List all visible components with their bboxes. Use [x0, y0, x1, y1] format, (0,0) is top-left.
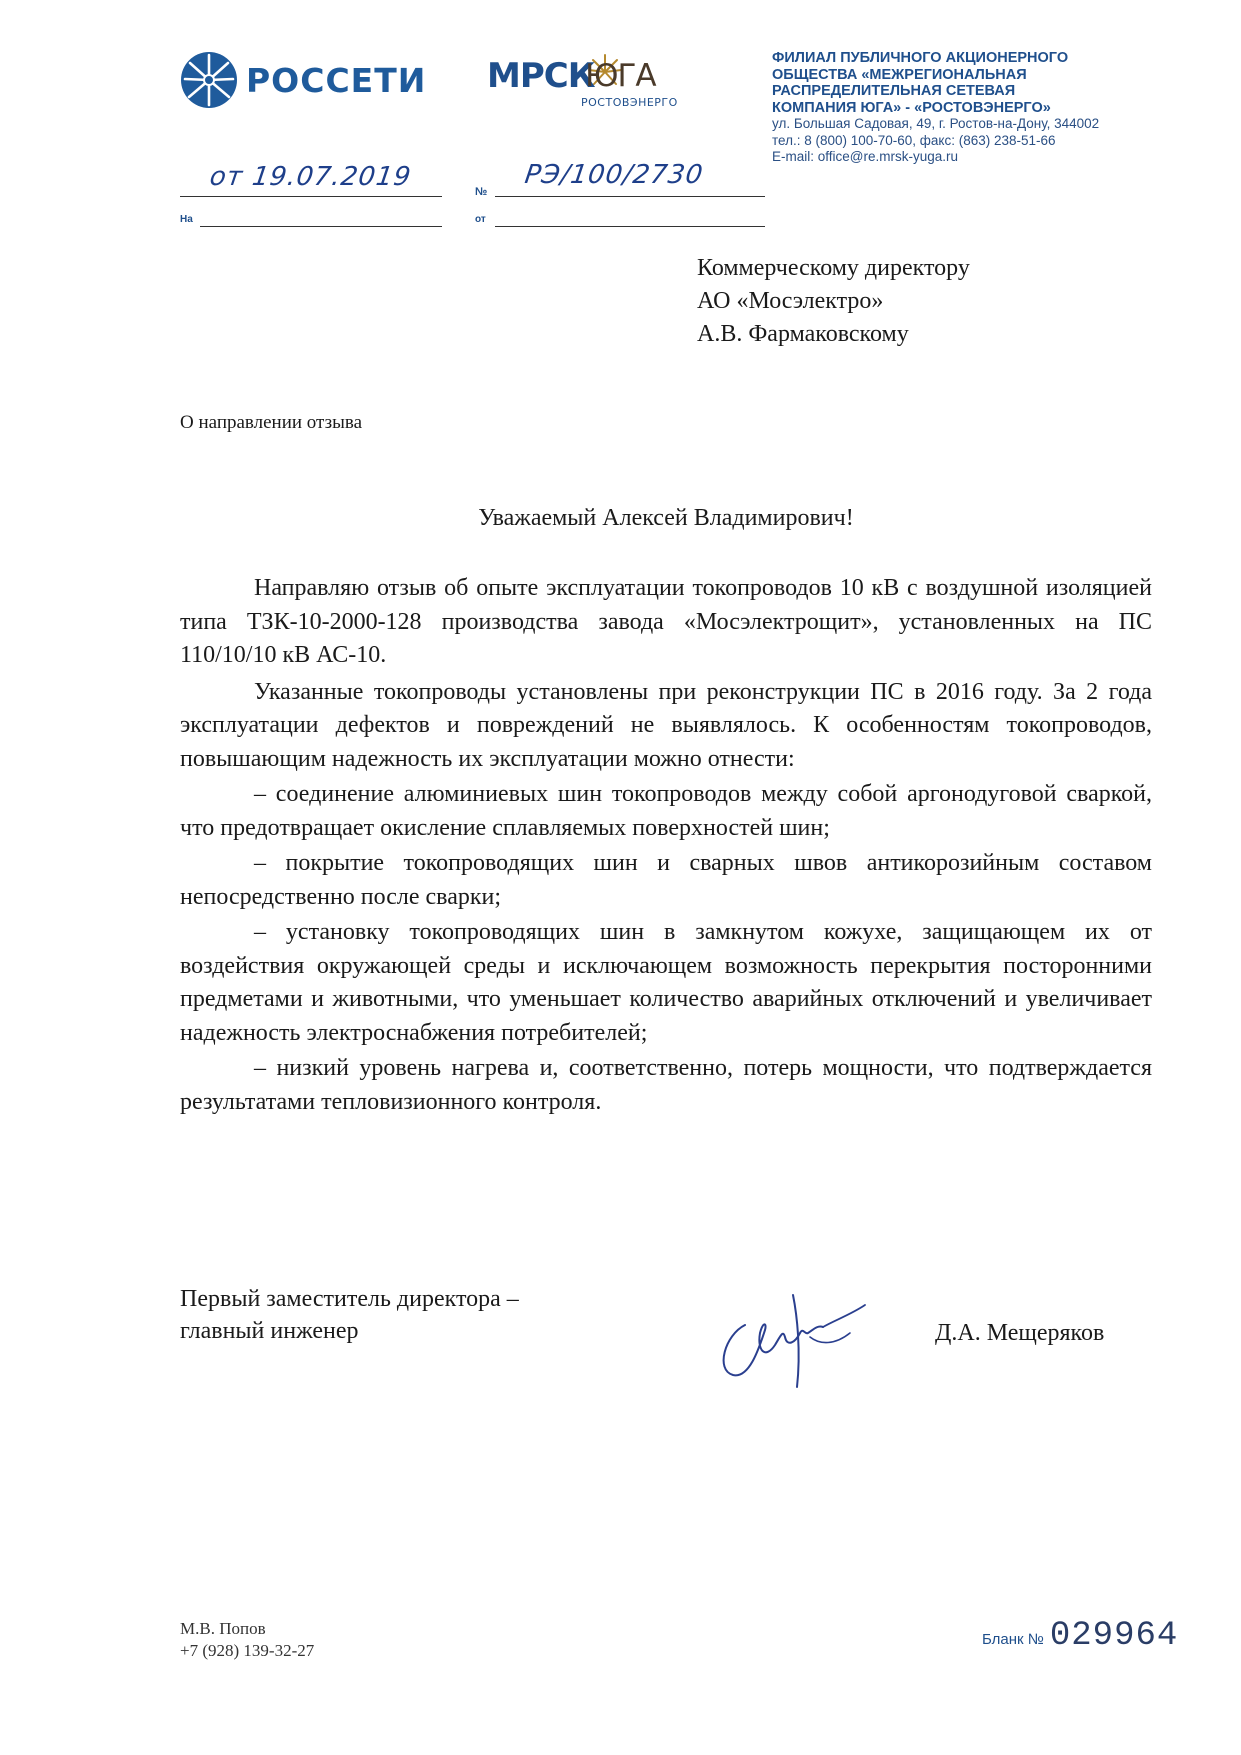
mrsk-yuga-logo [487, 56, 678, 116]
company-email: E-mail: office@re.mrsk-yuga.ru [772, 149, 959, 164]
from-label: от [475, 214, 486, 225]
date-handwritten: от 19.07.2019 [207, 162, 414, 192]
from-line [495, 226, 765, 227]
number-label: № [475, 186, 488, 198]
addressee-position: Коммерческому директору [697, 255, 970, 281]
body-bullet-heating: – низкий уровень нагрева и, соответственно, потерь мощности, что подтверждается результатами тепловизионного контроля. [180, 1055, 1152, 1115]
signatory-title-line1: Первый заместитель директора – [180, 1286, 519, 1312]
blank-label: Бланк № [982, 1631, 1044, 1648]
rosseti-emblem-icon [180, 51, 238, 109]
addressee-company: АО «Мосэлектро» [697, 288, 884, 314]
to-line [200, 226, 442, 227]
greeting: Уважаемый Алексей Владимирович! [478, 505, 854, 531]
body-paragraph-intro: Направляю отзыв об опыте эксплуатации токопроводов 10 кВ с воздушной изоляцией типа ТЗК-10-2000-128 производства завода «Мосэлектрощит», установленных на ПС 110/10/10 кВ АС-10. [180, 575, 1152, 668]
mrsk-wordmark: МРСК [487, 56, 595, 96]
executor-name: М.В. Попов [180, 1619, 266, 1638]
signatory-title [180, 1283, 519, 1347]
company-address: ул. Большая Садовая, 49, г. Ростов-на-Дону, 344002 [772, 116, 1100, 131]
number-handwritten: РЭ/100/2730 [522, 160, 706, 190]
body-bullet-welding: – соединение алюминиевых шин токопроводов между собой аргонодуговой сваркой, что предотвращает окисление сплавляемых поверхностей шин; [180, 781, 1152, 841]
executor-block [180, 1618, 314, 1662]
body-bullet-coating: – покрытие токопроводящих шин и сварных швов антикорозийным составом непосредственно после сварки; [180, 850, 1152, 910]
company-phone: тел.: 8 (800) 100-70-60, факс: (863) 238-51-66 [772, 132, 1056, 148]
blank-number: 029964 [1049, 1617, 1179, 1655]
signatory-title-line2: главный инженер [180, 1318, 359, 1344]
company-requisites [772, 50, 1192, 166]
number-line [495, 196, 765, 197]
body-bullet-enclosure: – установку токопроводящих шин в замкнутом кожухе, защищающем их от воздействия окружающей среды и исключающем возможность перекрытия посторонними предметами и животными, что уменьшает количество аварийных отключений и увеличивает надежность электроснабжения потребителей; [180, 919, 1152, 1046]
rosseti-wordmark: РОССЕТИ [246, 60, 427, 100]
rosseti-logo [180, 48, 426, 112]
letter-body [180, 572, 1152, 1119]
date-line [180, 196, 442, 197]
addressee-name: А.В. Фармаковскому [697, 321, 909, 347]
rostovenergo-subtitle: РОСТОВЭНЕРГО [581, 96, 678, 109]
letter-subject: О направлении отзыва [180, 412, 363, 433]
blank-number-block [982, 1617, 1178, 1655]
handwritten-signature [705, 1275, 875, 1395]
executor-phone: +7 (928) 139-32-27 [180, 1641, 315, 1660]
company-name: ФИЛИАЛ ПУБЛИЧНОГО АКЦИОНЕРНОГО ОБЩЕСТВА «МЕЖРЕГИОНАЛЬНАЯ РАСПРЕДЕЛИТЕЛЬНАЯ СЕТЕВАЯ КОМПАНИЯ ЮГА» - «РОСТОВЭНЕРГО» [772, 50, 1069, 116]
signatory-name: Д.А. Мещеряков [935, 1320, 1105, 1346]
body-paragraph-features: Указанные токопроводы установлены при реконструкции ПС в 2016 году. За 2 года эксплуатации дефектов и повреждений не выявлялось. К особенностям токопроводов, повышающим надежность их эксплуатации можно отнести: [180, 678, 1152, 772]
addressee-block [697, 252, 970, 351]
yuga-wordmark: ЮГА [585, 58, 656, 94]
to-label: На [180, 214, 193, 225]
